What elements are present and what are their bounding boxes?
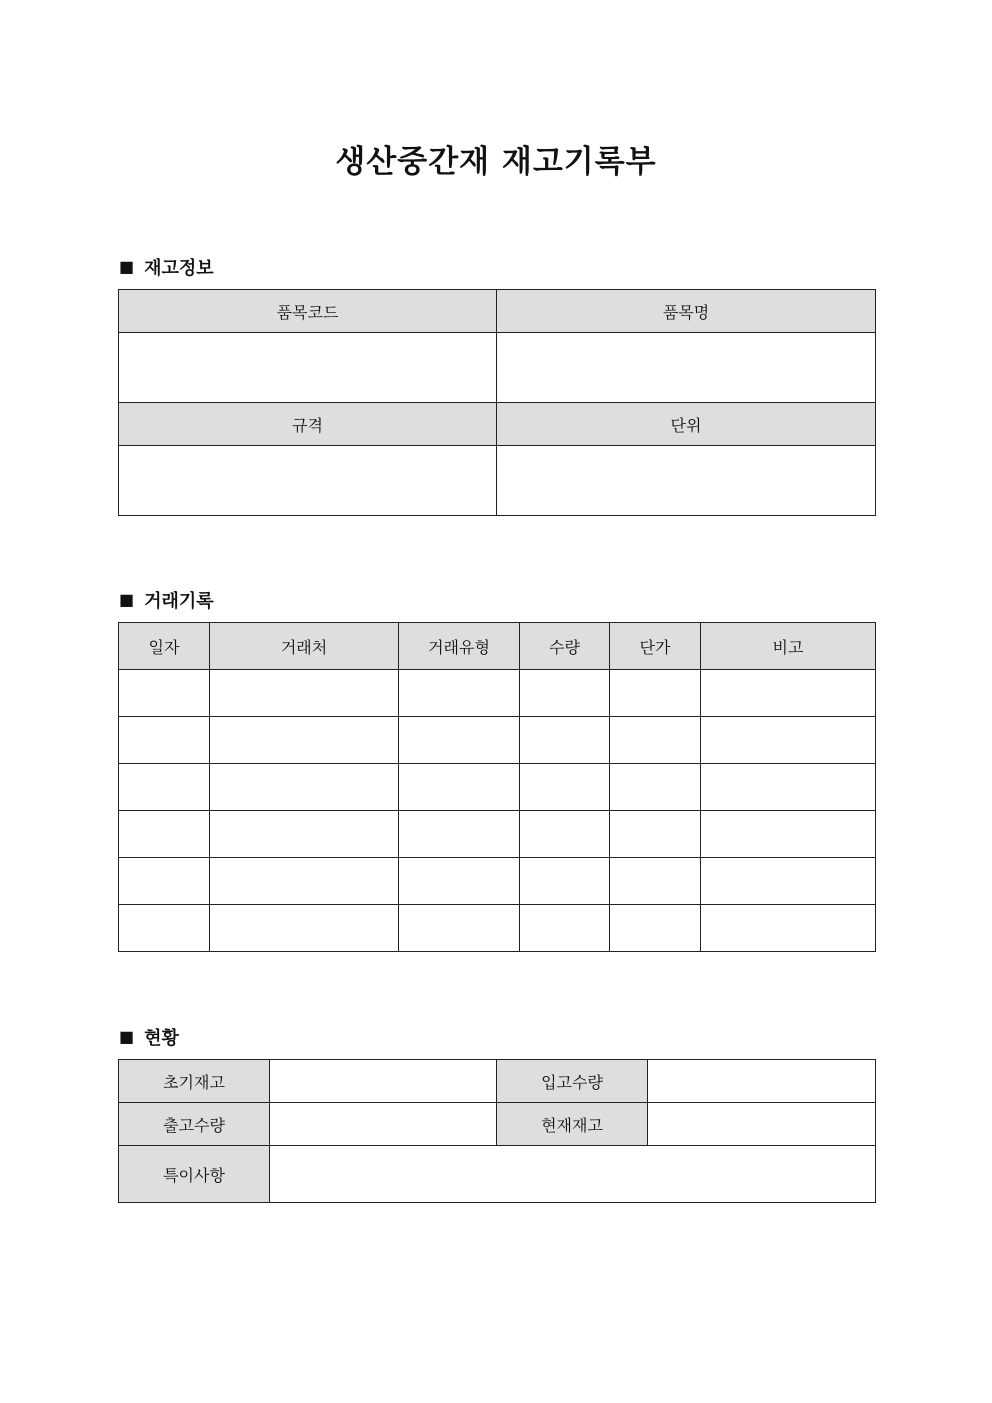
table-cell[interactable] (119, 858, 210, 905)
initial-stock-field[interactable] (270, 1060, 497, 1103)
table-cell[interactable] (119, 717, 210, 764)
unit-label: 단위 (497, 403, 876, 446)
table-cell[interactable] (610, 764, 701, 811)
table-cell[interactable] (210, 717, 399, 764)
table-cell[interactable] (701, 764, 876, 811)
table-cell[interactable] (119, 811, 210, 858)
remarks-label: 특이사항 (119, 1146, 270, 1203)
transaction-table (118, 622, 876, 952)
outbound-qty-field[interactable] (270, 1103, 497, 1146)
table-cell[interactable] (610, 858, 701, 905)
table-cell[interactable] (119, 670, 210, 717)
remarks-field[interactable] (270, 1146, 876, 1203)
item-name-label: 품목명 (497, 290, 876, 333)
table-cell[interactable] (520, 811, 610, 858)
square-bullet-icon: ■ (119, 590, 135, 609)
item-code-label: 품목코드 (119, 290, 497, 333)
inbound-qty-label: 입고수량 (497, 1060, 648, 1103)
table-row (119, 764, 876, 811)
table-row (119, 811, 876, 858)
column-header-unit-price: 단가 (610, 623, 701, 670)
section-label: 현황 (144, 1028, 179, 1049)
table-cell[interactable] (701, 905, 876, 952)
table-cell[interactable] (210, 670, 399, 717)
column-header-type: 거래유형 (399, 623, 520, 670)
section-label: 재고정보 (144, 258, 214, 279)
current-stock-label: 현재재고 (497, 1103, 648, 1146)
table-cell[interactable] (520, 764, 610, 811)
column-header-quantity: 수량 (520, 623, 610, 670)
section-label: 거래기록 (144, 591, 214, 612)
spec-field[interactable] (119, 446, 497, 516)
square-bullet-icon: ■ (119, 1027, 135, 1046)
table-row (119, 670, 876, 717)
table-cell[interactable] (520, 670, 610, 717)
section-heading-status (119, 1024, 179, 1050)
table-cell[interactable] (399, 670, 520, 717)
table-cell[interactable] (399, 905, 520, 952)
initial-stock-label: 초기재고 (119, 1060, 270, 1103)
table-row (119, 858, 876, 905)
column-header-remarks: 비고 (701, 623, 876, 670)
status-table (118, 1059, 876, 1203)
table-cell[interactable] (119, 905, 210, 952)
current-stock-field[interactable] (648, 1103, 876, 1146)
inbound-qty-field[interactable] (648, 1060, 876, 1103)
table-cell[interactable] (701, 670, 876, 717)
table-row (119, 717, 876, 764)
table-cell[interactable] (399, 717, 520, 764)
table-cell[interactable] (701, 717, 876, 764)
table-cell[interactable] (520, 717, 610, 764)
table-cell[interactable] (210, 811, 399, 858)
table-row (119, 905, 876, 952)
table-cell[interactable] (210, 905, 399, 952)
square-bullet-icon: ■ (119, 257, 135, 276)
item-code-field[interactable] (119, 333, 497, 403)
table-cell[interactable] (610, 811, 701, 858)
table-cell[interactable] (399, 811, 520, 858)
table-cell[interactable] (399, 858, 520, 905)
unit-field[interactable] (497, 446, 876, 516)
table-cell[interactable] (701, 858, 876, 905)
table-cell[interactable] (210, 858, 399, 905)
section-heading-inventory (119, 254, 214, 280)
table-cell[interactable] (210, 764, 399, 811)
table-cell[interactable] (119, 764, 210, 811)
table-cell[interactable] (701, 811, 876, 858)
inventory-info-table (118, 289, 876, 516)
table-cell[interactable] (610, 717, 701, 764)
table-cell[interactable] (520, 905, 610, 952)
table-cell[interactable] (520, 858, 610, 905)
column-header-partner: 거래처 (210, 623, 399, 670)
document-title: 생산중간재 재고기록부 (335, 144, 657, 180)
spec-label: 규격 (119, 403, 497, 446)
table-cell[interactable] (610, 670, 701, 717)
column-header-date: 일자 (119, 623, 210, 670)
table-cell[interactable] (610, 905, 701, 952)
outbound-qty-label: 출고수량 (119, 1103, 270, 1146)
table-cell[interactable] (399, 764, 520, 811)
item-name-field[interactable] (497, 333, 876, 403)
section-heading-transactions (119, 587, 214, 613)
